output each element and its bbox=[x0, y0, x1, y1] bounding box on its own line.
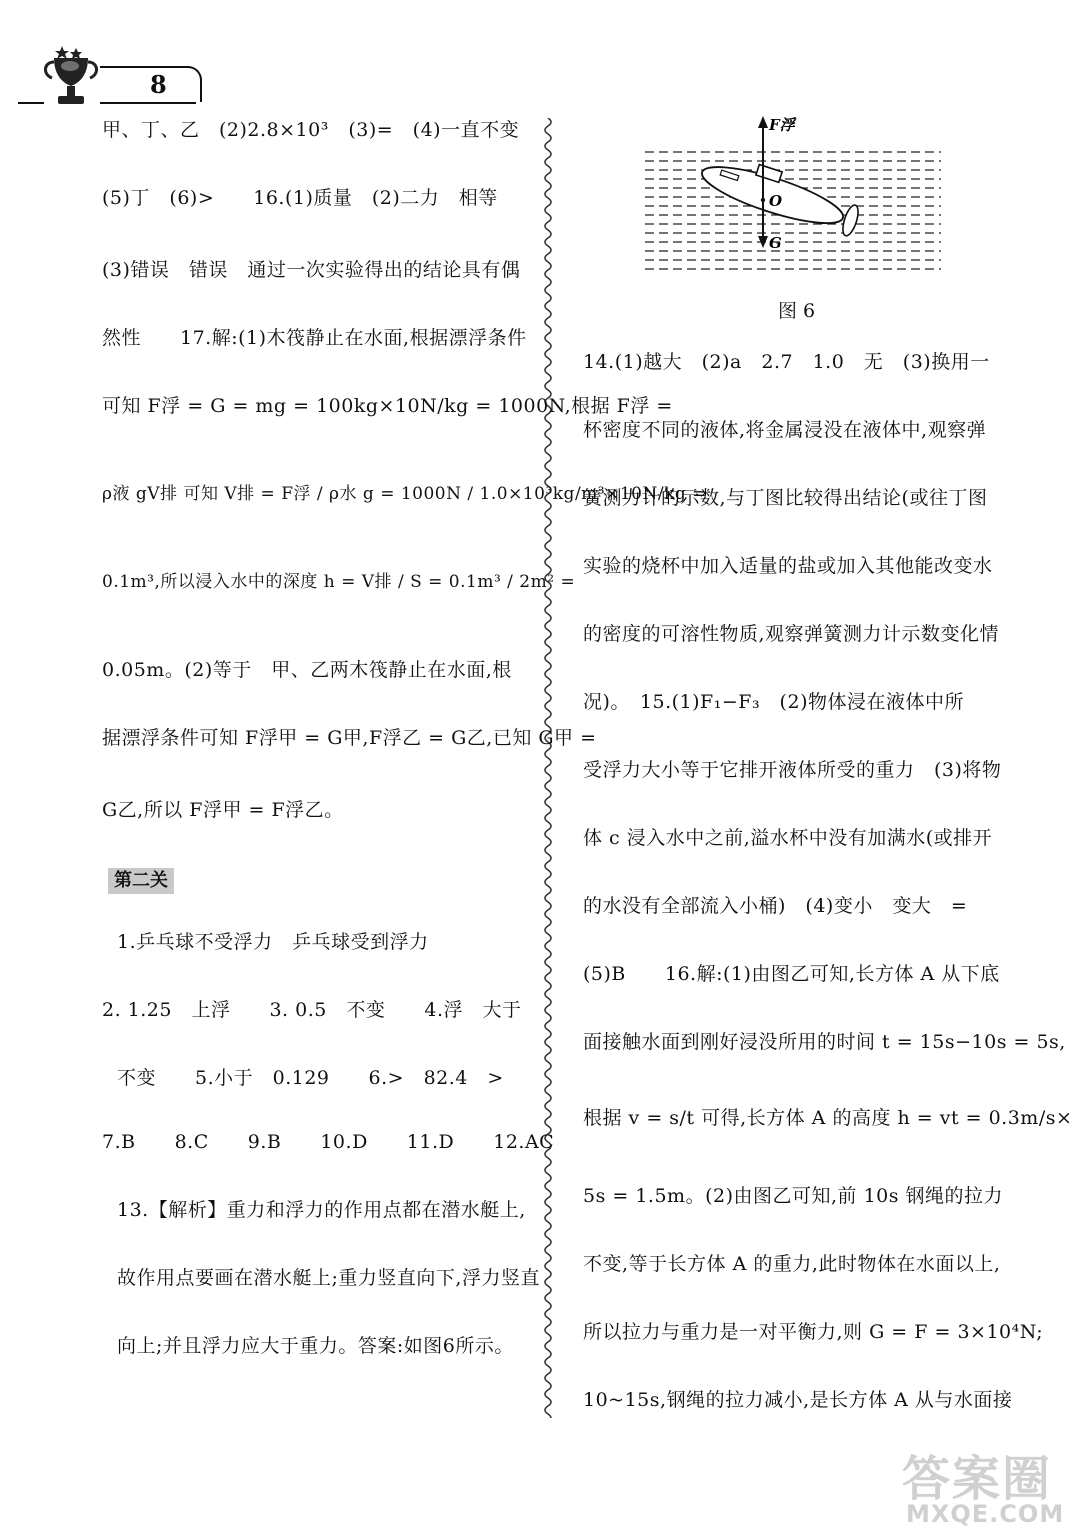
answer-line-formula: 0.1m³,所以浸入水中的深度 h = V排 / S = 0.1m³ / 2m² = bbox=[102, 572, 576, 592]
watermark-text: 答案圈 bbox=[902, 1451, 1053, 1507]
watermark-url: MXQE.COM bbox=[906, 1500, 1065, 1528]
answer-line-formula: ρ液 gV排 可知 V排 = F浮 / ρ水 g = 1000N / 1.0×10³kg/m³×10N/kg = bbox=[102, 484, 707, 504]
answer-line: 可知 F浮 = G = mg = 100kg×10N/kg = 1000N,根据 F浮 = bbox=[102, 395, 673, 417]
answer-line: 体 c 浸入水中之前,溢水杯中没有加满水(或排开 bbox=[583, 827, 993, 849]
answer-line: 向上;并且浮力应大于重力。答案:如图6所示。 bbox=[117, 1335, 514, 1357]
answer-line: 据漂浮条件可知 F浮甲 = G甲,F浮乙 = G乙,已知 G甲 = bbox=[102, 727, 597, 749]
answer-line: 然性 17.解:(1)木筏静止在水面,根据漂浮条件 bbox=[102, 327, 527, 349]
column-divider bbox=[536, 118, 560, 1418]
buoyancy-label: F浮 bbox=[769, 116, 795, 134]
answer-line: 13.【解析】重力和浮力的作用点都在潜水艇上, bbox=[117, 1199, 526, 1221]
answer-line: 14.(1)越大 (2)a 2.7 1.0 无 (3)换用一 bbox=[583, 351, 990, 373]
answer-line: 2. 1.25 上浮 3. 0.5 不变 4.浮 大于 bbox=[102, 999, 522, 1021]
answer-line: 的密度的可溶性物质,观察弹簧测力计示数变化情 bbox=[583, 623, 1000, 645]
submarine-force-diagram bbox=[643, 112, 943, 278]
center-label: O bbox=[769, 192, 783, 210]
trophy-icon bbox=[40, 44, 102, 110]
answer-line: 根据 v = s/t 可得,长方体 A 的高度 h = vt = 0.3m/s× bbox=[583, 1107, 1073, 1129]
answer-line: 簧测力计的示数,与丁图比较得出结论(或往丁图 bbox=[583, 487, 988, 509]
answer-line: 0.05m。(2)等于 甲、乙两木筏静止在水面,根 bbox=[102, 659, 512, 681]
answer-line: 故作用点要画在潜水艇上;重力竖直向下,浮力竖直 bbox=[117, 1267, 540, 1289]
answer-line: (5)B 16.解:(1)由图乙可知,长方体 A 从下底 bbox=[583, 963, 1000, 985]
answer-line: 1.乒乓球不受浮力 乒乓球受到浮力 bbox=[117, 931, 429, 953]
answer-line: G乙,所以 F浮甲 = F浮乙。 bbox=[102, 799, 344, 821]
answer-line: 受浮力大小等于它排开液体所受的重力 (3)将物 bbox=[583, 759, 1002, 781]
answer-line: (3)错误 错误 通过一次实验得出的结论具有偶 bbox=[102, 259, 521, 281]
buoyancy-arrowhead bbox=[758, 116, 768, 128]
page-number: 8 bbox=[150, 70, 167, 99]
answer-line: 杯密度不同的液体,将金属浸没在液体中,观察弹 bbox=[583, 419, 987, 441]
header-rule-right bbox=[100, 102, 196, 104]
answer-line: 不变,等于长方体 A 的重力,此时物体在水面以上, bbox=[583, 1253, 1001, 1275]
answer-line: 不变 5.小于 0.129 6.> 82.4 > bbox=[117, 1067, 504, 1089]
figure-caption: 图 6 bbox=[778, 300, 816, 322]
gravity-label: G bbox=[769, 234, 782, 252]
answer-line: 10~15s,钢绳的拉力减小,是长方体 A 从与水面接 bbox=[583, 1389, 1013, 1411]
answer-line: 面接触水面到刚好浸没所用的时间 t = 15s−10s = 5s, bbox=[583, 1031, 1066, 1053]
answer-line: 5s = 1.5m。(2)由图乙可知,前 10s 钢绳的拉力 bbox=[583, 1185, 1004, 1207]
answer-line: 7.B 8.C 9.B 10.D 11.D 12.AC bbox=[102, 1131, 555, 1153]
answer-line: (5)丁 (6)> 16.(1)质量 (2)二力 相等 bbox=[102, 187, 498, 209]
center-point bbox=[761, 198, 765, 202]
answer-line: 的水没有全部流入小桶) (4)变小 变大 = bbox=[583, 895, 968, 917]
answer-line: 所以拉力与重力是一对平衡力,则 G = F = 3×10⁴N; bbox=[583, 1321, 1044, 1343]
answer-line: 甲、丁、乙 (2)2.8×10³ (3)= (4)一直不变 bbox=[102, 119, 520, 141]
answer-line: 实验的烧杯中加入适量的盐或加入其他能改变水 bbox=[583, 555, 993, 577]
section-title: 第二关 bbox=[108, 868, 174, 894]
answer-line: 况)。 15.(1)F₁−F₃ (2)物体浸在液体中所 bbox=[583, 691, 964, 713]
watermark-logo bbox=[896, 1440, 1066, 1530]
submarine-propeller bbox=[840, 203, 861, 237]
